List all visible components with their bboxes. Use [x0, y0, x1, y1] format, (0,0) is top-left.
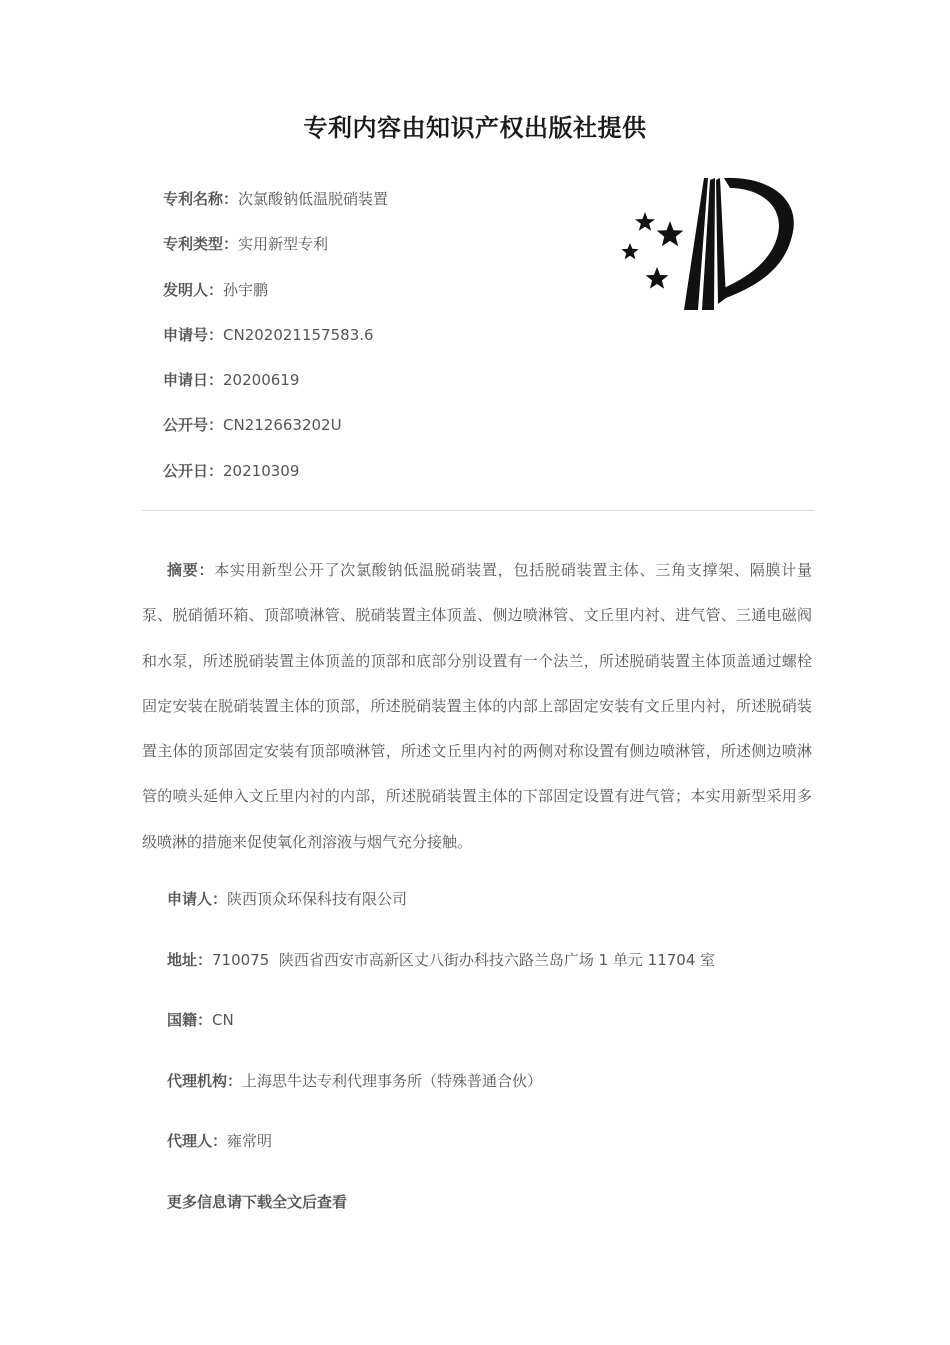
info-label: 代理机构： — [167, 1071, 243, 1090]
info-value: 710075 陕西省西安市高新区丈八街办科技六路兰岛广场 1 单元 11704 室 — [212, 950, 716, 969]
info-label: 代理人： — [167, 1132, 228, 1150]
meta-row-publication-number — [163, 412, 388, 457]
info-row-agent — [167, 1126, 715, 1187]
meta-label: 专利类型： — [163, 235, 239, 254]
meta-row-application-number — [163, 322, 388, 367]
meta-row-publication-date — [163, 458, 388, 503]
meta-label: 公开日： — [163, 461, 224, 480]
info-row-address — [167, 945, 715, 1006]
meta-row-application-date — [163, 367, 388, 412]
divider — [142, 510, 814, 511]
meta-row-inventor — [163, 277, 388, 322]
info-value: 上海思牛达专利代理事务所（特殊普通合伙） — [242, 1071, 543, 1090]
abstract — [142, 548, 812, 865]
meta-label: 公开号： — [163, 416, 224, 435]
abstract-text: 本实用新型公开了次氯酸钠低温脱硝装置，包括脱硝装置主体、三角支撑架、隔膜计量泵、脱硝循环箱、顶部喷淋管、脱硝装置主体顶盖、侧边喷淋管、文丘里内衬、进气管、三通电磁阀和水泵，所述脱硝装置主体顶盖的顶部和底部分别设置有一个法兰，所述脱硝装置主体顶盖通过螺栓固定安装在脱硝装置主体的顶部，所述脱硝装置主体的内部上部固定安装有文丘里内衬，所述脱硝装置主体的顶部固定安装有顶部喷淋管，所述文丘里内衬的两侧对称设置有侧边喷淋管，所述侧边喷淋管的喷头延伸入文丘里内衬的内部，所述脱硝装置主体的下部固定设置有进气管；本实用新型采用多级喷淋的措施来促使氧化剂溶液与烟气充分接触。 — [142, 561, 812, 851]
meta-value: CN202021157583.6 — [223, 325, 374, 344]
info-value: 陕西顶众环保科技有限公司 — [227, 890, 408, 908]
meta-value: 实用新型专利 — [238, 235, 329, 254]
info-label: 地址： — [167, 950, 213, 969]
page-title: 专利内容由知识产权出版社提供 — [303, 114, 647, 142]
meta-label: 申请号： — [163, 325, 224, 344]
star-icon — [635, 212, 655, 231]
star-icon — [657, 221, 684, 246]
meta-value: 20200619 — [223, 371, 300, 390]
meta-row-name — [163, 186, 388, 231]
info-value: CN — [212, 1011, 234, 1029]
meta-value: 孙宇鹏 — [223, 280, 269, 299]
meta-row-type — [163, 231, 388, 276]
info-row-applicant — [167, 884, 715, 945]
applicant-info — [167, 884, 715, 1247]
more-info-note: 更多信息请下载全文后查看 — [167, 1192, 348, 1211]
patent-office-emblem-icon — [620, 172, 800, 317]
meta-label: 专利名称： — [163, 190, 239, 208]
abstract-label: 摘要： — [167, 561, 215, 579]
meta-value: CN212663202U — [223, 416, 342, 435]
info-row-agency — [167, 1066, 715, 1127]
star-icon — [621, 243, 638, 259]
meta-label: 发明人： — [163, 280, 224, 299]
meta-value: 20210309 — [223, 461, 300, 480]
info-label: 国籍： — [167, 1011, 213, 1029]
patent-meta — [163, 186, 388, 503]
info-label: 申请人： — [167, 890, 228, 908]
meta-label: 申请日： — [163, 371, 224, 390]
info-row-nationality — [167, 1005, 715, 1066]
meta-value: 次氯酸钠低温脱硝装置 — [238, 190, 389, 208]
info-value: 雍常明 — [227, 1132, 273, 1150]
star-icon — [646, 267, 669, 289]
